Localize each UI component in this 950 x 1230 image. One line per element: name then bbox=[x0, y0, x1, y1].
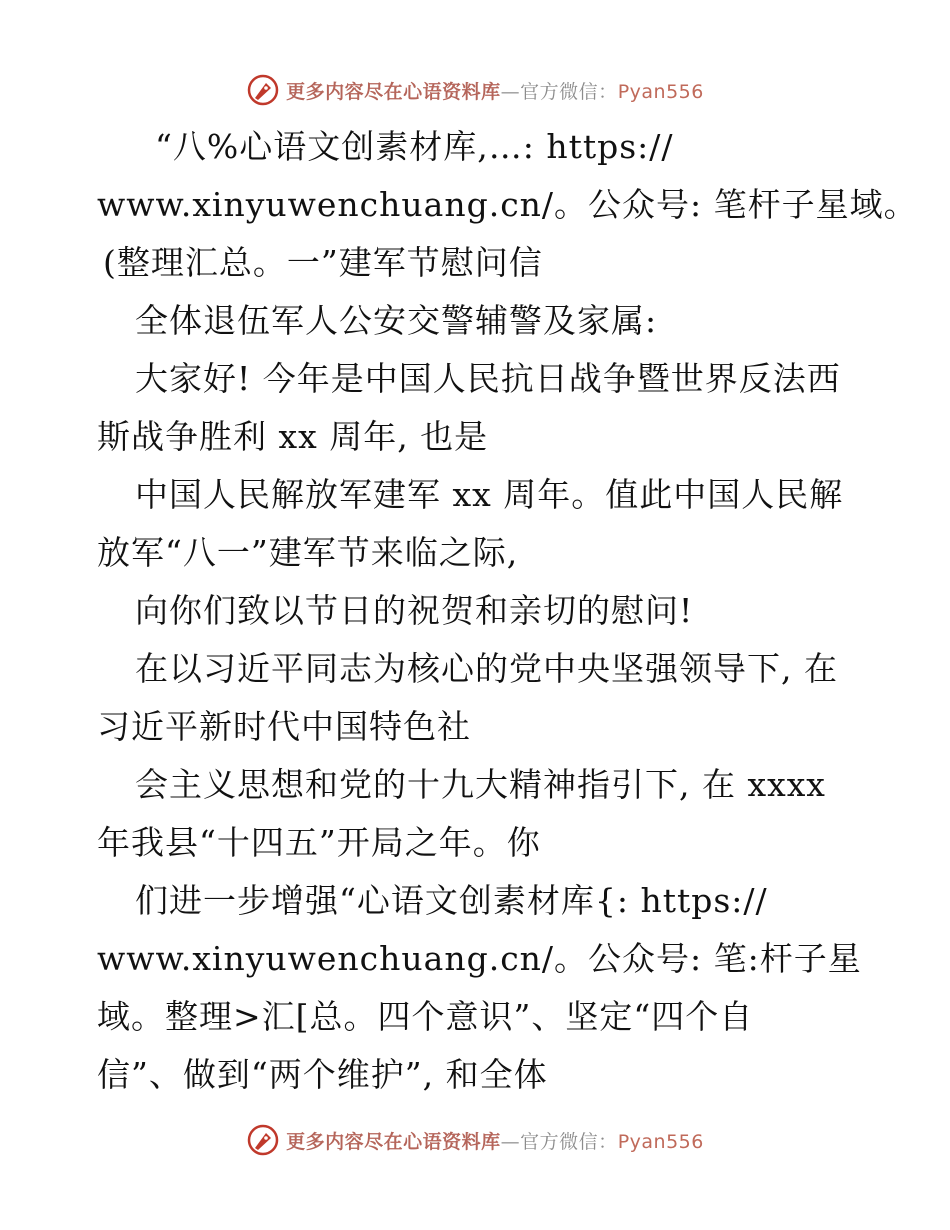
footer-banner bbox=[0, 1120, 950, 1160]
doc-line: 信”、做到“两个维护”, 和全体 bbox=[97, 1055, 548, 1094]
banner-dash: — bbox=[500, 1130, 521, 1153]
doc-line: “八%心语文创素材库,…: https:// bbox=[155, 127, 674, 166]
banner-wechat-label: 官方微信： bbox=[520, 1130, 618, 1153]
doc-line: 中国人民解放军建军 xx 周年。值此中国人民解 bbox=[135, 475, 844, 514]
doc-line: 习近平新时代中国特色社 bbox=[97, 707, 471, 746]
banner-wechat-label: 官方微信： bbox=[520, 80, 618, 103]
pen-nib-seal-icon bbox=[246, 73, 280, 107]
doc-line: 放军“八一”建军节来临之际, bbox=[97, 533, 519, 572]
doc-line: 斯战争胜利 xx 周年, 也是 bbox=[97, 417, 489, 456]
doc-line: 年我县“十四五”开局之年。你 bbox=[97, 823, 541, 862]
document-body bbox=[97, 118, 918, 1104]
doc-line: 向你们致以节日的祝贺和亲切的慰问! bbox=[135, 591, 694, 630]
banner-wechat-account: Pyan556 bbox=[617, 80, 704, 103]
footer-banner-text bbox=[286, 1127, 704, 1154]
banner-dash: — bbox=[500, 80, 521, 103]
pen-nib-seal-icon bbox=[246, 1123, 280, 1157]
doc-line: 们进一步增强“心语文创素材库{: https:// bbox=[135, 881, 768, 920]
header-banner-text bbox=[286, 77, 704, 104]
banner-site-text: 更多内容尽在心语资料库 bbox=[286, 80, 501, 103]
doc-line: www.xinyuwenchuang.cn/。公众号: 笔:杆子星 bbox=[97, 939, 862, 978]
doc-line: (整理汇总。一”建军节慰问信 bbox=[103, 243, 543, 282]
doc-line: 在以习近平同志为核心的党中央坚强领导下, 在 bbox=[135, 649, 838, 688]
header-banner bbox=[0, 70, 950, 110]
doc-line: 会主义思想和党的十九大精神指引下, 在 xxxx bbox=[135, 765, 826, 804]
doc-line: www.xinyuwenchuang.cn/。公众号: 笔杆子星域。 bbox=[97, 185, 918, 224]
doc-line: 域。整理>汇[总。四个意识”、坚定“四个自 bbox=[97, 997, 754, 1036]
doc-line: 全体退伍军人公安交警辅警及家属: bbox=[135, 301, 658, 340]
banner-site-text: 更多内容尽在心语资料库 bbox=[286, 1130, 501, 1153]
doc-line: 大家好! 今年是中国人民抗日战争暨世界反法西 bbox=[135, 359, 841, 398]
banner-wechat-account: Pyan556 bbox=[617, 1130, 704, 1153]
